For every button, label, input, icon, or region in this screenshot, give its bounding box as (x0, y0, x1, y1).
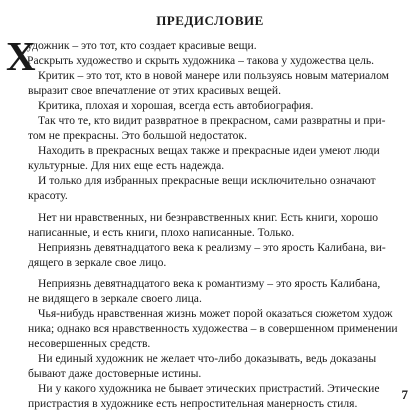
text-line: том не прекрасны. Это большой недостаток. (28, 129, 247, 142)
page-title: ПРЕДИСЛОВИЕ (156, 13, 264, 28)
text-line: Неприязнь девятнадцатого века к реализму – это ярость Калибана, ви- (38, 241, 386, 254)
text-line: Неприязнь девятнадцатого века к романтизму – это ярость Калибана, (38, 277, 381, 290)
text-line: Так что те, кто видит развратное в прекрасном, сами развратны и при- (38, 114, 386, 127)
text-line: И только для избранных прекрасные вещи исключительно означают (38, 174, 376, 187)
text-line: не видящего в зеркале своего лица. (28, 292, 202, 305)
text-line: дящего в зеркале свое лицо. (28, 256, 167, 269)
text-line: Находить в прекрасных вещах также и прекрасные идеи умеют люди (38, 144, 380, 157)
page-number: 7 (401, 387, 408, 402)
text-line: бывают даже достоверные истины. (28, 367, 202, 380)
text-line: Ни у какого художника не бывает этических пристрастий. Этические (38, 382, 380, 395)
text-line: выразит свое впечатление от этих красивых вещей. (28, 84, 282, 97)
text-line: красоту. (28, 189, 68, 202)
text-line: несовершенных средств. (28, 337, 151, 350)
text-line: Нет ни нравственных, ни безнравственных книг. Есть книги, хорошо (38, 211, 379, 224)
text-line: пристрастия в художнике есть непростительная манерность стиля. (28, 397, 358, 410)
text-line: Ни единый художник не желает что-либо доказывать, ведь доказаны (38, 352, 377, 365)
text-line: Чья-нибудь нравственная жизнь может порой оказаться сюжетом худож (38, 307, 393, 320)
drop-cap: Х (6, 33, 36, 79)
text-line: Критик – это тот, кто в новой манере или пользуясь новым материалом (38, 69, 390, 82)
text-line: ника; однако вся нравственность художества – в совершенном применении (28, 322, 398, 335)
text-line: культурные. Для них еще есть надежда. (28, 159, 225, 172)
text-line: Раскрыть художество и скрыть художника – такова у художества цель. (27, 54, 375, 67)
text-line: написанные, и есть книги, плохо написанные. Только. (28, 226, 295, 239)
text-line: удожник – это тот, кто создает красивые вещи. (27, 39, 257, 52)
text-line: Критика, плохая и хорошая, всегда есть автобиография. (38, 99, 314, 112)
